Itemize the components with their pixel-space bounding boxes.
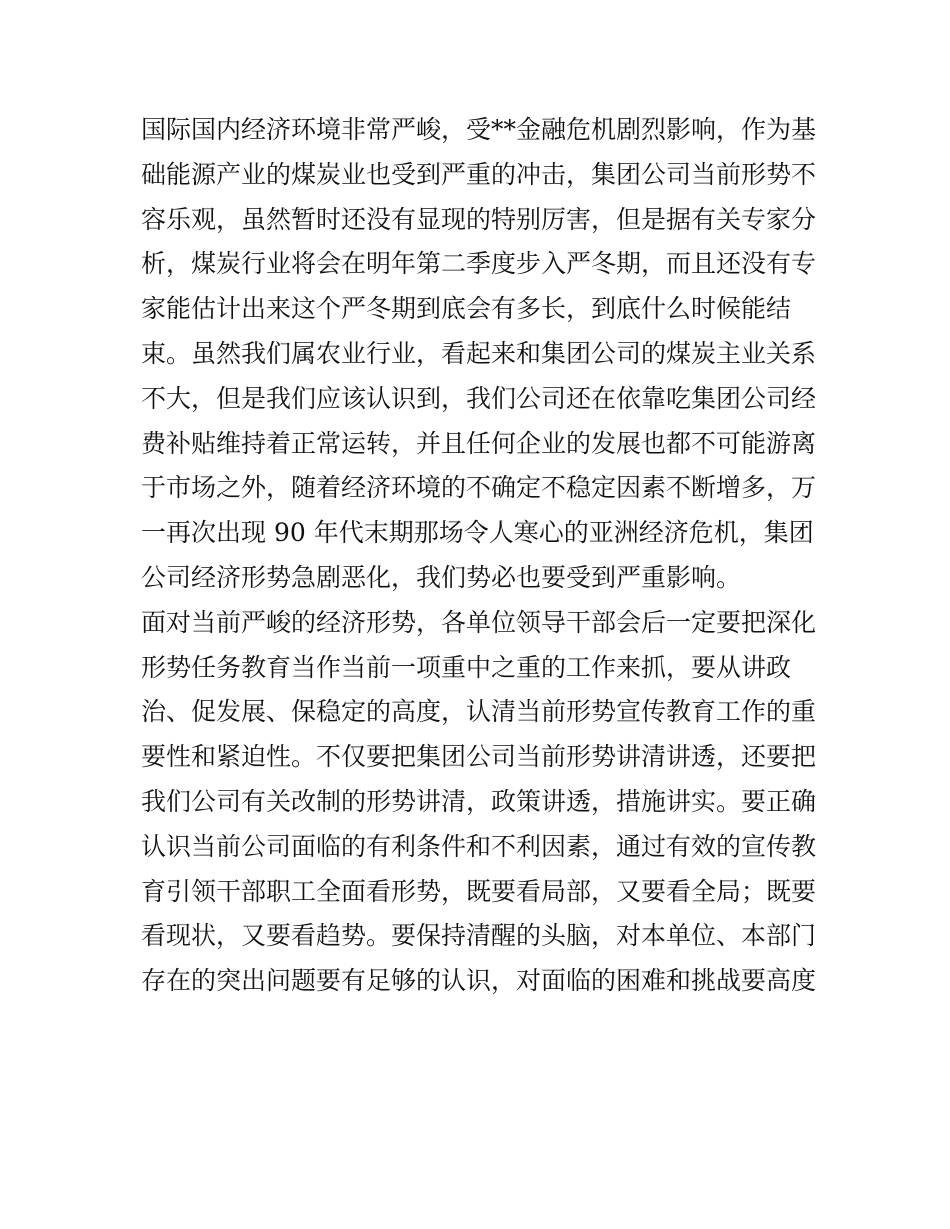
text-line-7: 不大，但是我们应该认识到，我们公司还在依靠吃集团公司经 <box>141 383 817 413</box>
text-line-6: 束。虽然我们属农业行业，看起来和集团公司的煤炭主业关系 <box>141 338 817 368</box>
document-body <box>141 108 821 1004</box>
text-line-16: 我们公司有关改制的形势讲清，政策讲透，措施讲实。要正确 <box>141 786 817 816</box>
text-line-18: 育引领干部职工全面看形势，既要看局部，又要看全局；既要 <box>141 876 817 906</box>
text-line-8: 费补贴维持着正常运转，并且任何企业的发展也都不可能游离 <box>141 428 817 458</box>
text-line-5: 家能估计出来这个严冬期到底会有多长，到底什么时候能结 <box>141 294 792 324</box>
text-line-14: 治、促发展、保稳定的高度，认清当前形势宣传教育工作的重 <box>141 697 817 727</box>
text-line-13: 形势任务教育当作当前一项重中之重的工作来抓，要从讲政 <box>141 652 792 682</box>
text-line-12: 面对当前严峻的经济形势，各单位领导干部会后一定要把深化 <box>141 607 817 637</box>
text-line-19: 看现状，又要看趋势。要保持清醒的头脑，对本单位、本部门 <box>141 921 817 951</box>
text-line-3: 容乐观，虽然暂时还没有显现的特别厉害，但是据有关专家分 <box>141 204 817 234</box>
text-line-11: 公司经济形势急剧恶化，我们势必也要受到严重影响。 <box>141 562 742 592</box>
text-line-9: 于市场之外，随着经济环境的不确定不稳定因素不断增多，万 <box>141 473 817 503</box>
text-line-2: 础能源产业的煤炭业也受到严重的冲击，集团公司当前形势不 <box>141 159 817 189</box>
text-line-10: 一再次出现 90 年代末期那场令人寒心的亚洲经济危机，集团 <box>141 518 814 548</box>
text-line-15: 要性和紧迫性。不仅要把集团公司当前形势讲清讲透，还要把 <box>141 742 817 772</box>
text-line-1: 国际国内经济环境非常严峻，受**金融危机剧烈影响，作为基 <box>141 115 817 144</box>
text-line-4: 析，煤炭行业将会在明年第二季度步入严冬期，而且还没有专 <box>141 249 817 279</box>
text-line-17: 认识当前公司面临的有利条件和不利因素，通过有效的宣传教 <box>141 831 817 861</box>
text-line-20: 存在的突出问题要有足够的认识，对面临的困难和挑战要高度 <box>141 966 817 996</box>
